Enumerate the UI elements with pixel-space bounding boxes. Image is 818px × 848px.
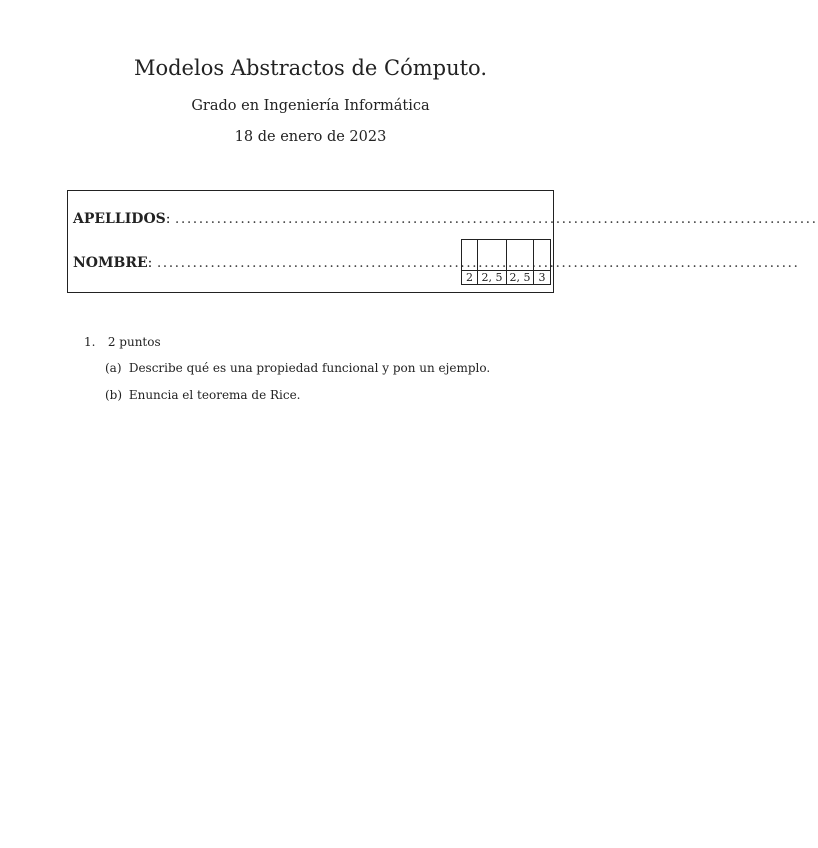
exam-date: 18 de enero de 2023 [234, 129, 387, 145]
grade-cell [507, 240, 534, 271]
part-label: (b) [105, 388, 123, 402]
surname-separator: : [165, 211, 171, 227]
grade-table [461, 239, 551, 285]
part-text: Enuncia el teorema de Rice. [128, 388, 301, 402]
surname-label: APELLIDOS [73, 211, 166, 227]
name-label: NOMBRE [73, 255, 148, 271]
name-field[interactable]: ............................................................................................................ [156, 255, 800, 271]
grade-cell [534, 240, 551, 271]
degree-subtitle: Grado en Ingeniería Informática [191, 98, 430, 114]
question-number: 1. [84, 335, 96, 349]
grade-points: 2, 5 [478, 271, 507, 285]
surname-field[interactable]: ............................................................................................................ [174, 211, 818, 227]
grade-points: 2 [462, 271, 478, 285]
part-text: Describe qué es una propiedad funcional y pon un ejemplo. [128, 361, 491, 375]
grade-cell [478, 240, 507, 271]
part-label: (a) [105, 361, 122, 375]
name-separator: : [147, 255, 153, 271]
grade-points: 2, 5 [507, 271, 534, 285]
document-title: Modelos Abstractos de Cómputo. [133, 56, 488, 80]
question-text: 2 puntos [107, 335, 161, 349]
student-info-box [67, 190, 818, 293]
name-row [73, 255, 800, 271]
grade-points: 3 [534, 271, 551, 285]
question-1 [84, 335, 161, 349]
surname-row [73, 211, 818, 227]
question-1b [105, 388, 301, 402]
question-1a [105, 361, 490, 375]
grade-cell [462, 240, 478, 271]
